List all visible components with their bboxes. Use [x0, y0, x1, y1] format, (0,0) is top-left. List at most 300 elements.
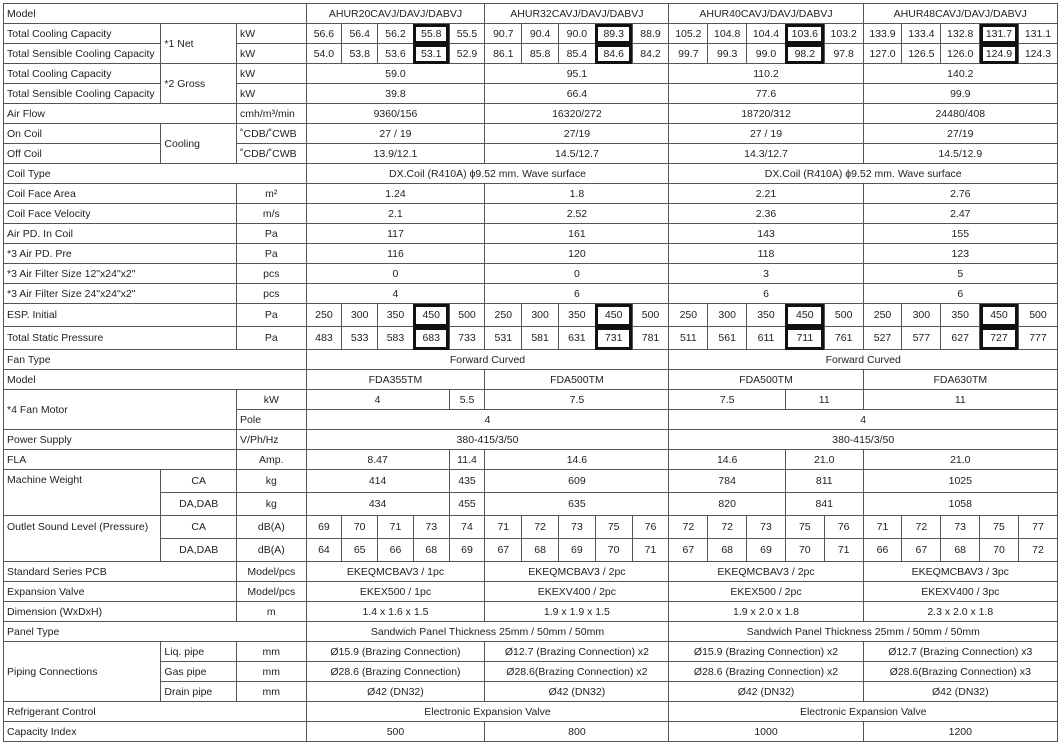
cell-value-highlight: 450 [595, 304, 632, 327]
cell-value-highlight: 103.6 [785, 24, 824, 44]
row-coil-type [4, 164, 1058, 184]
cell-value: 71 [485, 516, 522, 539]
cell-value: 11 [863, 390, 1057, 410]
row-net-tcc [4, 24, 1058, 44]
cell-value: 527 [863, 327, 902, 350]
cell-value: 90.7 [485, 24, 522, 44]
cell-group: Cooling [161, 124, 237, 164]
cell-value: 11 [785, 390, 863, 410]
cell-unit: mm [237, 642, 307, 662]
cell-value: 350 [378, 304, 414, 327]
cell-label: Total Cooling Capacity [4, 64, 161, 84]
cell-value: 2.1 [306, 204, 485, 224]
cell-value: 73 [941, 516, 980, 539]
cell-value: 71 [824, 539, 863, 562]
cell-value: 627 [941, 327, 980, 350]
cell-value: 90.0 [559, 24, 596, 44]
cell-value: 67 [902, 539, 941, 562]
cell-value: 104.4 [747, 24, 786, 44]
cell-value: 143 [669, 224, 863, 244]
row-power-supply [4, 430, 1058, 450]
cell-unit: kW [237, 390, 307, 410]
cell-subgroup: CA [161, 470, 237, 493]
cell-unit: Model/pcs [237, 582, 307, 602]
cell-value: 577 [902, 327, 941, 350]
cell-value: 435 [449, 470, 485, 493]
row-filter-12 [4, 264, 1058, 284]
cell-value: 250 [485, 304, 522, 327]
cell-group: *2 Gross [161, 64, 237, 104]
cell-value: 7.5 [485, 390, 669, 410]
cell-value: 733 [449, 327, 485, 350]
cell-value: 75 [595, 516, 632, 539]
cell-value: 7.5 [669, 390, 785, 410]
cell-value-highlight: 450 [785, 304, 824, 327]
cell-value: 59.0 [306, 64, 485, 84]
cell-label: Capacity Index [4, 722, 307, 742]
cell-value: DX.Coil (R410A) ϕ9.52 mm. Wave surface [306, 164, 669, 184]
cell-value: 88.9 [632, 24, 669, 44]
cell-value: FDA355TM [306, 370, 485, 390]
cell-label: Coil Face Area [4, 184, 237, 204]
cell-value: Electronic Expansion Valve [306, 702, 669, 722]
cell-value: 4 [306, 284, 485, 304]
cell-value: 69 [306, 516, 342, 539]
cell-value: 64 [306, 539, 342, 562]
cell-label: Air Flow [4, 104, 237, 124]
cell-value: 99.7 [669, 44, 708, 64]
cell-value: 55.5 [449, 24, 485, 44]
cell-unit: m/s [237, 204, 307, 224]
row-refrigerant [4, 702, 1058, 722]
cell-subgroup: DA,DAB [161, 539, 237, 562]
cell-value: 70 [980, 539, 1019, 562]
cell-value: 500 [1018, 304, 1057, 327]
cell-unit: kg [237, 493, 307, 516]
cell-value: 13.9/12.1 [306, 144, 485, 164]
cell-value: 0 [306, 264, 485, 284]
cell-value: 583 [378, 327, 414, 350]
cell-value-highlight: 124.9 [980, 44, 1019, 64]
cell-unit: kg [237, 470, 307, 493]
cell-value: Forward Curved [306, 350, 669, 370]
cell-value: 500 [306, 722, 485, 742]
cell-subgroup: Drain pipe [161, 682, 237, 702]
cell-value: 56.4 [342, 24, 378, 44]
cell-value: 72 [708, 516, 747, 539]
row-panel [4, 622, 1058, 642]
cell-value: 126.0 [941, 44, 980, 64]
cell-label: *4 Fan Motor [4, 390, 237, 430]
cell-label: On Coil [4, 124, 161, 144]
row-air-pd-coil [4, 224, 1058, 244]
cell-value: 6 [863, 284, 1057, 304]
row-piping-drain [4, 682, 1058, 702]
cell-value-highlight: 450 [413, 304, 449, 327]
cell-unit: Pa [237, 327, 307, 350]
cell-unit: Pa [237, 304, 307, 327]
cell-value: DX.Coil (R410A) ϕ9.52 mm. Wave surface [669, 164, 1058, 184]
cell-value: 18720/312 [669, 104, 863, 124]
cell-value: 86.1 [485, 44, 522, 64]
cell-value-highlight: 131.7 [980, 24, 1019, 44]
cell-value-highlight: 53.1 [413, 44, 449, 64]
cell-value: 5.5 [449, 390, 485, 410]
cell-value: 781 [632, 327, 669, 350]
cell-value: 72 [902, 516, 941, 539]
cell-value: 68 [708, 539, 747, 562]
row-coil-face-velocity [4, 204, 1058, 224]
cell-value: Ø12.7 (Brazing Connection) x2 [485, 642, 669, 662]
cell-subgroup: Gas pipe [161, 662, 237, 682]
cell-value: 533 [342, 327, 378, 350]
cell-label: Air PD. In Coil [4, 224, 237, 244]
cell-value: FDA500TM [669, 370, 863, 390]
row-on-coil [4, 124, 1058, 144]
cell-value: 531 [485, 327, 522, 350]
cell-label: Coil Type [4, 164, 307, 184]
cell-value: 27/19 [863, 124, 1057, 144]
cell-unit: m [237, 602, 307, 622]
cell-value: 1.9 x 2.0 x 1.8 [669, 602, 863, 622]
cell-value: 73 [413, 516, 449, 539]
cell-value: 1.4 x 1.6 x 1.5 [306, 602, 485, 622]
cell-value: 1200 [863, 722, 1057, 742]
cell-unit: m² [237, 184, 307, 204]
cell-subgroup: CA [161, 516, 237, 539]
cell-value: 2.52 [485, 204, 669, 224]
cell-value: 300 [708, 304, 747, 327]
cell-label: Total Static Pressure [4, 327, 237, 350]
cell-value: 784 [669, 470, 785, 493]
cell-value: 14.6 [485, 450, 669, 470]
row-air-flow [4, 104, 1058, 124]
cell-unit: mm [237, 682, 307, 702]
cell-value: FDA500TM [485, 370, 669, 390]
cell-value: Ø15.9 (Brazing Connection) x2 [669, 642, 863, 662]
row-sound-ca [4, 516, 1058, 539]
cell-value: 611 [747, 327, 786, 350]
cell-unit: ˚CDB/˚CWB [237, 144, 307, 164]
cell-value: 123 [863, 244, 1057, 264]
cell-label: Model [4, 4, 307, 24]
cell-value: 53.8 [342, 44, 378, 64]
cell-value: EKEXV400 / 3pc [863, 582, 1057, 602]
cell-value: 39.8 [306, 84, 485, 104]
cell-label: Power Supply [4, 430, 237, 450]
cell-value: 127.0 [863, 44, 902, 64]
cell-value: EKEQMCBAV3 / 3pc [863, 562, 1057, 582]
cell-value: 120 [485, 244, 669, 264]
cell-value: 21.0 [785, 450, 863, 470]
cell-value: 761 [824, 327, 863, 350]
cell-value: 2.36 [669, 204, 863, 224]
cell-value-highlight: 727 [980, 327, 1019, 350]
row-sound-da [4, 539, 1058, 562]
cell-value: 300 [902, 304, 941, 327]
cell-label: Total Sensible Cooling Capacity [4, 84, 161, 104]
cell-value: 54.0 [306, 44, 342, 64]
cell-value: 66.4 [485, 84, 669, 104]
model-name: AHUR20CAVJ/DAVJ/DABVJ [306, 4, 485, 24]
cell-value: 350 [747, 304, 786, 327]
cell-value: 6 [669, 284, 863, 304]
cell-label: Model [4, 370, 307, 390]
cell-value: 84.2 [632, 44, 669, 64]
cell-value: 2.3 x 2.0 x 1.8 [863, 602, 1057, 622]
row-air-pd-pre [4, 244, 1058, 264]
cell-value-highlight: 731 [595, 327, 632, 350]
cell-value: 777 [1018, 327, 1057, 350]
cell-label: Refrigerant Control [4, 702, 307, 722]
cell-value: 250 [306, 304, 342, 327]
cell-value: 133.4 [902, 24, 941, 44]
cell-value: 1.9 x 1.9 x 1.5 [485, 602, 669, 622]
cell-value: 161 [485, 224, 669, 244]
cell-value: 76 [824, 516, 863, 539]
cell-label: *3 Air Filter Size 24"x24"x2" [4, 284, 237, 304]
cell-value: 105.2 [669, 24, 708, 44]
cell-label: Dimension (WxDxH) [4, 602, 237, 622]
cell-label: Outlet Sound Level (Pressure) [4, 516, 161, 562]
cell-value-highlight: 683 [413, 327, 449, 350]
row-fan-motor-kw [4, 390, 1058, 410]
cell-unit: dB(A) [237, 516, 307, 539]
cell-value: 66 [378, 539, 414, 562]
cell-value: EKEQMCBAV3 / 1pc [306, 562, 485, 582]
cell-value: 500 [824, 304, 863, 327]
model-name: AHUR48CAVJ/DAVJ/DABVJ [863, 4, 1057, 24]
cell-label: Total Sensible Cooling Capacity [4, 44, 161, 64]
cell-value: 72 [669, 516, 708, 539]
cell-value: EKEX500 / 1pc [306, 582, 485, 602]
cell-value: 85.4 [559, 44, 596, 64]
cell-value: 14.5/12.9 [863, 144, 1057, 164]
cell-value: 140.2 [863, 64, 1057, 84]
cell-value: 455 [449, 493, 485, 516]
cell-value: 75 [980, 516, 1019, 539]
cell-value: 1.8 [485, 184, 669, 204]
cell-value: 132.8 [941, 24, 980, 44]
cell-unit: Model/pcs [237, 562, 307, 582]
row-piping-liq [4, 642, 1058, 662]
cell-unit: ˚CDB/˚CWB [237, 124, 307, 144]
cell-label: Panel Type [4, 622, 307, 642]
cell-value: 72 [522, 516, 559, 539]
cell-unit: kW [237, 44, 307, 64]
cell-value: 300 [342, 304, 378, 327]
cell-value: 99.9 [863, 84, 1057, 104]
cell-value: 2.21 [669, 184, 863, 204]
cell-value: Ø42 (DN32) [669, 682, 863, 702]
cell-value: 131.1 [1018, 24, 1057, 44]
cell-value: 116 [306, 244, 485, 264]
cell-value: 27 / 19 [306, 124, 485, 144]
spec-table [3, 3, 1058, 742]
cell-value: 8.47 [306, 450, 449, 470]
cell-value: 14.3/12.7 [669, 144, 863, 164]
cell-value: 117 [306, 224, 485, 244]
cell-unit: kW [237, 64, 307, 84]
cell-value: 124.3 [1018, 44, 1057, 64]
cell-value-highlight: 711 [785, 327, 824, 350]
cell-value: 70 [342, 516, 378, 539]
cell-value: 2.76 [863, 184, 1057, 204]
cell-value: 811 [785, 470, 863, 493]
cell-value: 380-415/3/50 [669, 430, 1058, 450]
row-weight-da [4, 493, 1058, 516]
cell-value: EKEX500 / 2pc [669, 582, 863, 602]
cell-value: 800 [485, 722, 669, 742]
cell-value-highlight: 55.8 [413, 24, 449, 44]
cell-value: 118 [669, 244, 863, 264]
cell-unit: dB(A) [237, 539, 307, 562]
cell-unit: pcs [237, 284, 307, 304]
cell-value: 414 [306, 470, 449, 493]
cell-value: 66 [863, 539, 902, 562]
cell-label: Total Cooling Capacity [4, 24, 161, 44]
row-tsp [4, 327, 1058, 350]
row-capacity-index [4, 722, 1058, 742]
row-weight-ca [4, 470, 1058, 493]
cell-value-highlight: 98.2 [785, 44, 824, 64]
cell-value: 85.8 [522, 44, 559, 64]
cell-subgroup: Liq. pipe [161, 642, 237, 662]
model-name: AHUR40CAVJ/DAVJ/DABVJ [669, 4, 863, 24]
cell-value-highlight: 84.6 [595, 44, 632, 64]
cell-value: EKEQMCBAV3 / 2pc [669, 562, 863, 582]
cell-value: 69 [449, 539, 485, 562]
cell-value: 95.1 [485, 64, 669, 84]
cell-value: 250 [863, 304, 902, 327]
cell-value: 155 [863, 224, 1057, 244]
cell-value: 126.5 [902, 44, 941, 64]
cell-value: 631 [559, 327, 596, 350]
cell-value: 1025 [863, 470, 1057, 493]
cell-label: Coil Face Velocity [4, 204, 237, 224]
cell-value-highlight: 89.3 [595, 24, 632, 44]
cell-value: 103.2 [824, 24, 863, 44]
cell-value: 77 [1018, 516, 1057, 539]
cell-value: 69 [747, 539, 786, 562]
cell-value: 73 [559, 516, 596, 539]
cell-value: 4 [669, 410, 1058, 430]
row-model-header [4, 4, 1058, 24]
cell-value: 820 [669, 493, 785, 516]
cell-value: 581 [522, 327, 559, 350]
cell-label: Fan Type [4, 350, 307, 370]
cell-value-highlight: 450 [980, 304, 1019, 327]
cell-value: 4 [306, 410, 669, 430]
cell-value: FDA630TM [863, 370, 1057, 390]
cell-value: 9360/156 [306, 104, 485, 124]
cell-value: 635 [485, 493, 669, 516]
cell-value: Sandwich Panel Thickness 25mm / 50mm / 50mm [669, 622, 1058, 642]
cell-label: ESP. Initial [4, 304, 237, 327]
cell-unit: cmh/m³/min [237, 104, 307, 124]
cell-value: Ø28.6 (Brazing Connection) [306, 662, 485, 682]
cell-value: 71 [378, 516, 414, 539]
row-pcb [4, 562, 1058, 582]
cell-value: Sandwich Panel Thickness 25mm / 50mm / 50mm [306, 622, 669, 642]
row-fan-model [4, 370, 1058, 390]
cell-value: 74 [449, 516, 485, 539]
model-name: AHUR32CAVJ/DAVJ/DABVJ [485, 4, 669, 24]
cell-label: *3 Air Filter Size 12"x24"x2" [4, 264, 237, 284]
cell-value: 11.4 [449, 450, 485, 470]
cell-value: 500 [632, 304, 669, 327]
cell-label: FLA [4, 450, 237, 470]
cell-value: 68 [413, 539, 449, 562]
cell-value: Ø12.7 (Brazing Connection) x3 [863, 642, 1057, 662]
cell-value: 21.0 [863, 450, 1057, 470]
cell-value: Electronic Expansion Valve [669, 702, 1058, 722]
cell-value: Ø42 (DN32) [306, 682, 485, 702]
cell-label: Standard Series PCB [4, 562, 237, 582]
cell-value: 500 [449, 304, 485, 327]
cell-value: 6 [485, 284, 669, 304]
cell-value: Ø28.6(Brazing Connection) x2 [485, 662, 669, 682]
cell-value: 14.6 [669, 450, 785, 470]
cell-value: 250 [669, 304, 708, 327]
cell-unit: kW [237, 84, 307, 104]
cell-value: 110.2 [669, 64, 863, 84]
cell-value: 1000 [669, 722, 863, 742]
cell-unit: Pa [237, 244, 307, 264]
row-piping-gas [4, 662, 1058, 682]
cell-value: 14.5/12.7 [485, 144, 669, 164]
cell-value: 3 [669, 264, 863, 284]
cell-value: 27/19 [485, 124, 669, 144]
cell-value: 68 [941, 539, 980, 562]
row-gross-tcc [4, 64, 1058, 84]
cell-value: 350 [559, 304, 596, 327]
cell-value: 72 [1018, 539, 1057, 562]
cell-value: 1058 [863, 493, 1057, 516]
cell-value: 75 [785, 516, 824, 539]
cell-unit: V/Ph/Hz [237, 430, 307, 450]
cell-unit: Pole [237, 410, 307, 430]
cell-value: 5 [863, 264, 1057, 284]
cell-value: 52.9 [449, 44, 485, 64]
cell-unit: Amp. [237, 450, 307, 470]
cell-value: 56.6 [306, 24, 342, 44]
cell-value: Ø28.6(Brazing Connection) x3 [863, 662, 1057, 682]
cell-value: 27 / 19 [669, 124, 863, 144]
cell-value: Ø15.9 (Brazing Connection) [306, 642, 485, 662]
cell-value: 71 [863, 516, 902, 539]
cell-label: Off Coil [4, 144, 161, 164]
cell-unit: kW [237, 24, 307, 44]
cell-value: 77.6 [669, 84, 863, 104]
cell-value: 841 [785, 493, 863, 516]
cell-value: 24480/408 [863, 104, 1057, 124]
cell-value: 1.24 [306, 184, 485, 204]
cell-unit: Pa [237, 224, 307, 244]
cell-value: 56.2 [378, 24, 414, 44]
cell-value: 0 [485, 264, 669, 284]
cell-label: Expansion Valve [4, 582, 237, 602]
cell-value: 76 [632, 516, 669, 539]
cell-value: 4 [306, 390, 449, 410]
cell-value: Ø28.6 (Brazing Connection) x2 [669, 662, 863, 682]
cell-label: Piping Connections [4, 642, 161, 702]
cell-value: EKEQMCBAV3 / 2pc [485, 562, 669, 582]
cell-value: 53.6 [378, 44, 414, 64]
cell-value: 511 [669, 327, 708, 350]
cell-value: 69 [559, 539, 596, 562]
cell-label: *3 Air PD. Pre [4, 244, 237, 264]
